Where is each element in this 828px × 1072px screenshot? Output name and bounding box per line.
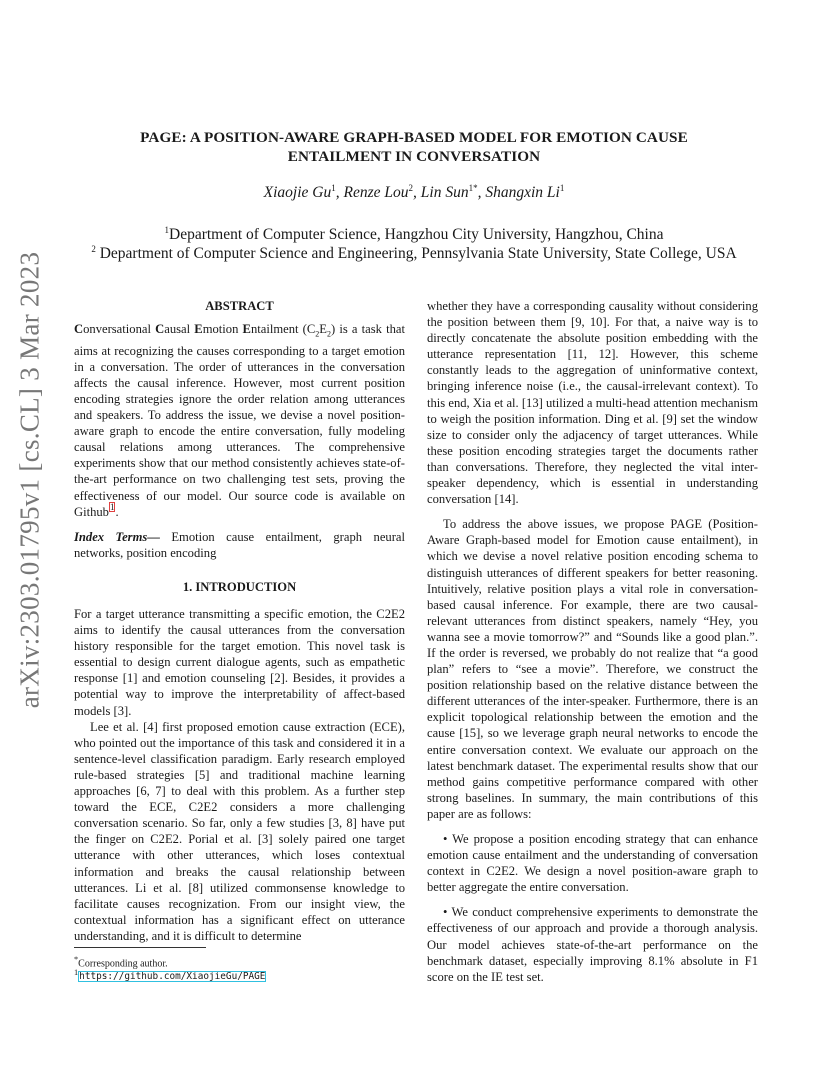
author-name: Lin Sun	[420, 184, 469, 201]
index-terms: Index Terms— Emotion cause entailment, graph neural networks, position encoding	[74, 529, 405, 560]
github-link[interactable]: https://github.com/XiaojieGu/PAGE	[79, 971, 266, 983]
author-name: Renze Lou	[343, 184, 409, 201]
footnote-link[interactable]: 1	[109, 502, 115, 513]
author-sup: 2	[408, 182, 414, 193]
right-column	[427, 298, 758, 985]
intro-paragraph-2: Lee et al. [4] first proposed emotion cause extraction (ECE), who pointed out the importance of this task and considered it in a sentence-level classification paradigm. Early research employed rule-based strategies [5] and traditional machine learning approaches [6, 7] to deal with this problem. As a further step toward the ECE, C2E2 considers a more challenging conversation scenario. So far, only a few studies [3, 8] have put the finger on C2E2. Porial et al. [3] solely paired one target utterance with other utterances, which loses contextual information and breaks the causal relationship between utterances. Li et al. [8] utilized commonsense knowledge to facilitate causes recognization. From our insight view, the contextual information has a significant effect on utterance understanding, and it is difficult to determine	[74, 719, 405, 943]
intro-paragraph-1: For a target utterance transmitting a specific emotion, the C2E2 aims to identify the causal utterances from the conversation history responsible for the target emotion. This novel task is essential to design current dialogue agents, such as empathetic response [1] and emotion counseling [2]. Besides, it provides a potential way to improve the interpretability of affect-based models [3].	[74, 607, 405, 718]
footnote-rule	[74, 947, 206, 948]
affiliation-2: $^2$ Department of Computer Science and Engineering, Pennsylvania State University, State College, USA	[91, 243, 737, 262]
author-name: Xiaojie Gu	[263, 184, 332, 201]
footnote-url: $^1$https://github.com/XiaojieGu/PAGE	[74, 968, 266, 983]
author-list: Xiaojie Gu$^1$, Renze Lou$^2$, Lin Sun$^{1*}$, Shangxin Li$^1$	[263, 182, 565, 201]
right-paragraph-1: whether they have a corresponding causality without considering the position between them [9, 10]. For that, a naive way is to directly concatenate the absolute position embedding with the utterance representation [11, 12]. However, this scheme constantly leads to the aggregation of uninformative context, bringing inference noise (i.e., the causal-irrelevant context). To this end, Xia et al. [13] utilized a multi-head attention mechanism to weigh the position information. Ding et al. [9] set the window size to consider only the adjacency of target utterances. While these position encoding strategies target the documents rather than conversations. Therefore, they neglected the vital inter-speaker dependency, which is essential in understanding conversation [14].	[427, 299, 758, 507]
title-line-2: ENTAILMENT IN CONVERSATION	[287, 148, 541, 165]
contribution-bullet-2: • We conduct comprehensive experiments to demonstrate the effectiveness of our approach and provide a thorough analysis. Our model achieves state-of-the-art performance on the benchmark dataset, especially improving 8.1% absolute in F1 score on the IE test set.	[427, 905, 758, 984]
affiliation-1: $^1$Department of Computer Science, Hangzhou City University, Hangzhou, China	[164, 224, 664, 243]
abstract-text: Conversational Causal Emotion Entailment $(C_2E_2)$ is a task that aims at recognizing the causes corresponding to a target emotion in a conversation. The order of utterances in the conversation affects the causal inference. However, most current position encoding strategies ignore the order relation among utterances and speakers. To address the issue, we devise a novel position-aware graph to encode the entire conversation, fully modeling causal relations among utterances. The comprehensive experiments show that our method consistently achieves state-of-the-art performance on two challenging test sets, proving the effectiveness of our model. Our source code is available on Github$^1$.	[74, 322, 405, 519]
contribution-bullet-1: • We propose a position encoding strategy that can enhance emotion cause entailment and the understanding of conversation context in C2E2. We design a novel position-aware graph to better aggregate the entire conversation.	[427, 832, 758, 895]
abstract-heading: ABSTRACT	[205, 299, 274, 313]
author-sup: 1*	[468, 182, 478, 193]
footnote-corresponding: *Corresponding author.	[74, 955, 168, 970]
author-sup: 1	[331, 182, 336, 193]
arxiv-stamp: arXiv:2303.01795v1 [cs.CL] 3 Mar 2023	[14, 251, 45, 709]
author-sup: 1	[559, 182, 565, 193]
paper-title	[74, 128, 754, 166]
left-column	[74, 298, 405, 944]
right-paragraph-2: To address the above issues, we propose PAGE (Position-Aware Graph-based model for Emotion cause entailment), in which we devise a novel relative position encoding schema to distinguish utterances of different speakers for better reasoning. Intuitively, relative position plays a vital role in conversation-based causal inference. For example, there are two causal-relevant utterances from distinct speakers, namely “Hey, you wanna see a movie tomorrow?” and “Sounds like a good plan.”. If the order is reversed, we probably do not realize that “a good plan” refers to “see a movie”. Therefore, we construct the position relationship based on the relative distance between the different utterances of the inter-speaker. Furthermore, there is an explicit topological relationship between the emotion and the cause [15], so we leverage graph neural networks to encode the entire conversation context. We evaluate our approach on the latest benchmark dataset. The experimental results show that our method gains competitive performance compared with other strong baselines. In summary, the main contributions of this paper are as follows:	[427, 517, 758, 821]
intro-heading: 1. INTRODUCTION	[182, 579, 297, 594]
author-name: Shangxin Li	[485, 184, 560, 201]
title-line-1: PAGE: A POSITION-AWARE GRAPH-BASED MODEL FOR EMOTION CAUSE	[140, 129, 688, 146]
